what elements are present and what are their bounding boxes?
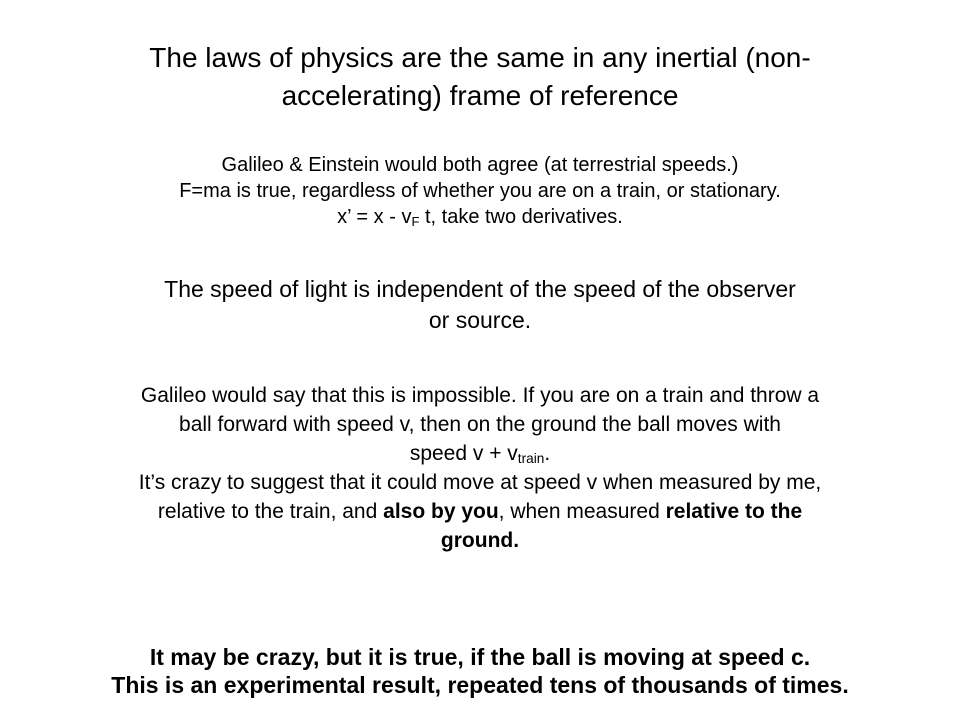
explanation1-line2: F=ma is true, regardless of whether you are on a train, or stationary.: [179, 180, 781, 202]
conclusion-line2: This is an experimental result, repeated tens of thousands of times.: [111, 672, 849, 698]
equation-lhs: x’ = x - v: [337, 206, 412, 228]
speed-sum-text: speed v + v: [409, 442, 518, 465]
explanation2-line3: [0, 439, 960, 468]
principle1-line2: accelerating) frame of reference: [281, 80, 679, 111]
equation-subscript: F: [411, 214, 420, 229]
explanation2-line2: ball forward with speed v, then on the ground the ball moves with: [179, 413, 781, 436]
principle-relativity-heading: [0, 39, 960, 115]
galileo-einstein-explanation: [0, 152, 960, 230]
principle2-line2: or source.: [428, 307, 532, 333]
explanation2-line6: ground.: [440, 529, 520, 552]
explanation2-line5: [0, 497, 960, 526]
principle1-line1: The laws of physics are the same in any inertial (non-: [149, 42, 811, 73]
explanation2-line4: It’s crazy to suggest that it could move at speed v when measured by me,: [138, 471, 822, 494]
conclusion-line1: It may be crazy, but it is true, if the ball is moving at speed c.: [149, 644, 811, 670]
galilean-transform-equation: [0, 204, 960, 230]
galileo-objection-paragraph: [0, 381, 960, 555]
conclusion-paragraph: [0, 643, 960, 699]
line5-bold-relative: relative to the: [665, 500, 803, 523]
line5-bold-also-by-you: also by you: [383, 500, 499, 523]
speed-sum-period: .: [544, 442, 551, 465]
explanation2-line1: Galileo would say that this is impossible. If you are on a train and throw a: [140, 384, 820, 407]
equation-rest: t, take two derivatives.: [419, 206, 623, 228]
explanation1-line1: Galileo & Einstein would both agree (at terrestrial speeds.): [221, 154, 739, 176]
line5-part-c: , when measured: [498, 500, 666, 523]
line5-part-a: relative to the train, and: [157, 500, 384, 523]
principle2-line1: The speed of light is independent of the speed of the observer: [164, 276, 796, 302]
train-subscript: train: [517, 451, 545, 466]
light-speed-principle-heading: [0, 274, 960, 336]
